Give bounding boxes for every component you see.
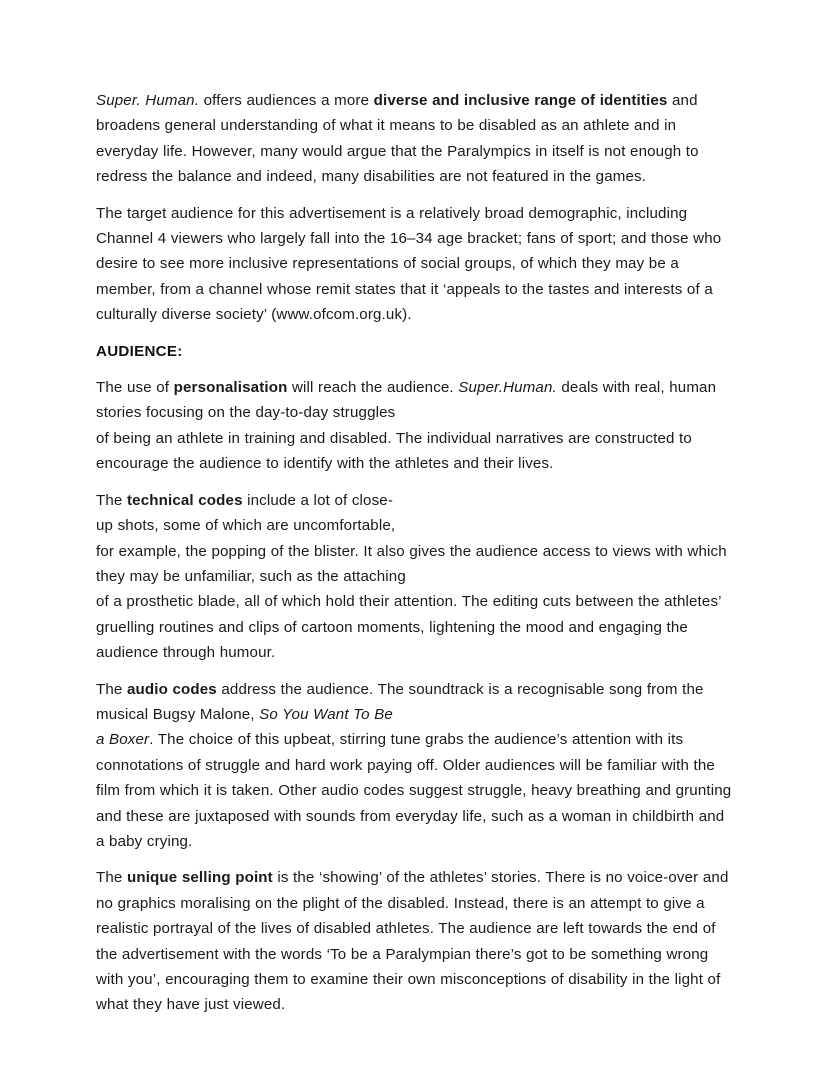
song-title-italic-line1: So You Want To Be bbox=[259, 705, 393, 723]
paragraph-3-text-a: The use of bbox=[96, 379, 174, 397]
emphasis-audio-codes: audio codes bbox=[126, 680, 217, 698]
paragraph-4-text-d: for example, the popping of the blister. It also gives the audience access to views with which they may be unfamiliar, such as the attaching bbox=[96, 542, 727, 585]
paragraph-1-text-b: and broadens general understanding of what it means to be disabled as an athlete and in everyday life. However, many would argue that the Paralympics in itself is not enough to redress the balance and indeed, many disabilities are not featured in the games. bbox=[96, 92, 699, 186]
paragraph-unique-selling-point bbox=[96, 865, 732, 1017]
emphasis-unique-selling-point: unique selling point bbox=[126, 869, 273, 887]
title-super-human-italic-2: Super.Human. bbox=[458, 379, 557, 397]
paragraph-4-text-b: include a lot of close- bbox=[242, 491, 394, 509]
paragraph-technical-codes bbox=[96, 488, 732, 666]
paragraph-super-human-identities bbox=[96, 88, 732, 190]
paragraph-5-text-a: The bbox=[96, 680, 127, 698]
emphasis-diverse-inclusive-identities: diverse and inclusive range of identities bbox=[373, 92, 668, 109]
emphasis-personalisation: personalisation bbox=[173, 379, 288, 397]
title-super-human-italic: Super. Human. bbox=[96, 92, 200, 109]
song-title-italic-line2: a Boxer bbox=[96, 731, 150, 749]
emphasis-technical-codes: technical codes bbox=[126, 491, 243, 509]
paragraph-3-text-d: of being an athlete in training and disabled. The individual narratives are constructed to encourage the audience to identify with the athletes and their lives. bbox=[96, 429, 692, 473]
document-body bbox=[96, 88, 732, 1018]
heading-audience: AUDIENCE: bbox=[96, 342, 183, 360]
paragraph-3-text-c: deals with real, human stories focusing on the day-to-day struggles bbox=[96, 379, 717, 422]
paragraph-5-text-c: . The choice of this upbeat, stirring tune grabs the audience’s attention with its connotations of struggle and hard work paying off. Older audiences will be familiar with the film from which it is taken. Other audio codes suggest struggle, heavy breathing and grunting and these are juxtaposed with sounds from everyday life, such as a woman in childbirth and a baby crying. bbox=[96, 731, 732, 850]
paragraph-target-audience: The target audience for this advertisement is a relatively broad demographic, including Channel 4 viewers who largely fall into the 16–34 age bracket; fans of sport; and those who desire to see more inclusive representations of social groups, of which they may be a member, from a channel whose remit states that it ‘appeals to the tastes and interests of a culturally diverse society’ (www.ofcom.org.uk). bbox=[96, 204, 722, 324]
paragraph-6-text-a: The bbox=[96, 869, 127, 887]
paragraph-3-text-b: will reach the audience. bbox=[287, 379, 459, 397]
paragraph-5-text-b: address the audience. The soundtrack is a recognisable song from the musical Bugsy Malone, bbox=[96, 680, 704, 723]
paragraph-1-text-a: offers audiences a more bbox=[199, 92, 374, 109]
paragraph-4-text-a: The bbox=[96, 491, 127, 509]
paragraph-personalisation bbox=[96, 375, 732, 477]
paragraph-6-text-b: is the ‘showing’ of the athletes’ stories. There is no voice-over and no graphics moralising on the plight of the disabled. Instead, there is an attempt to give a realistic portrayal of the lives of disabled athletes. The audience are left towards the end of the advertisement with the words ‘To be a Paralympian there’s got to be something wrong with you’, encouraging them to examine their own misconceptions of disability in the light of what they have just viewed. bbox=[96, 869, 729, 1014]
paragraph-4-text-c: up shots, some of which are uncomfortable, bbox=[96, 517, 396, 535]
paragraph-audio-codes bbox=[96, 677, 732, 855]
paragraph-4-text-e: of a prosthetic blade, all of which hold their attention. The editing cuts between the athletes’ gruelling routines and clips of cartoon moments, lightening the mood and engaging the audience through humour. bbox=[96, 593, 722, 662]
